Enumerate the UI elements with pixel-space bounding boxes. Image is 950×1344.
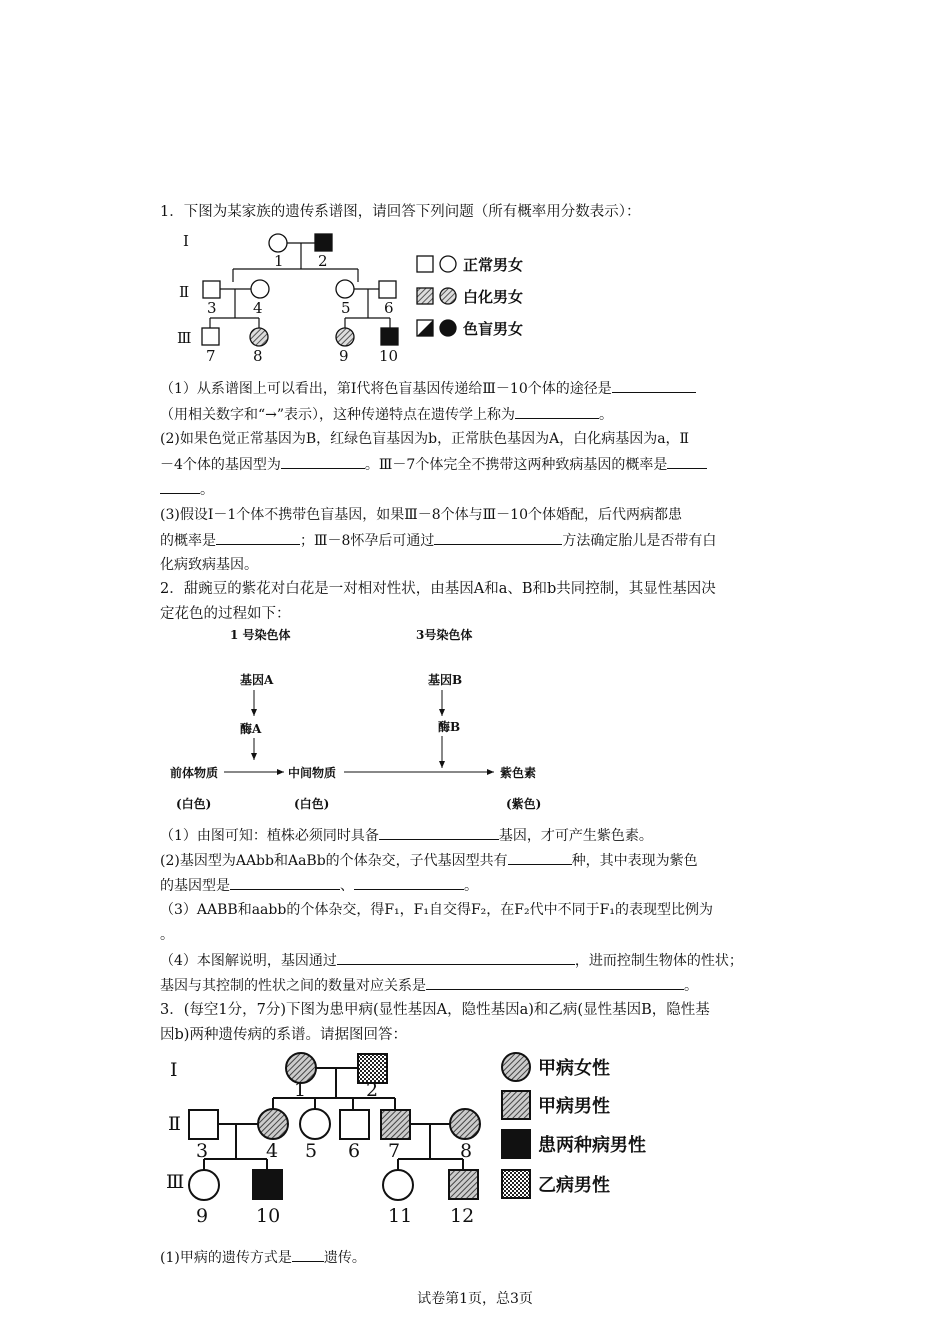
- q1-person-4-female-normal: [251, 280, 269, 298]
- q1-person-6-male-normal: [379, 281, 396, 298]
- q2-p2c-end: 。: [464, 878, 478, 894]
- q2-part4-line2: [160, 975, 698, 996]
- q1-label-4: 4: [253, 299, 263, 317]
- q2-p2b: 种，其中表现为紫色: [571, 853, 698, 869]
- q1-part1-line1: [160, 378, 696, 399]
- q3-label-6: 6: [348, 1140, 361, 1162]
- q1-label-1: 1: [274, 252, 284, 270]
- q1-label-2: 2: [318, 252, 328, 270]
- q1-part1-line2: [160, 404, 613, 425]
- q1-label-8: 8: [253, 347, 263, 365]
- q3-p1a: (1)甲病的遗传方式是: [160, 1250, 292, 1266]
- q1-blank-both-prob[interactable]: [216, 530, 300, 545]
- q1-label-3: 3: [207, 299, 217, 317]
- q2-blank-mechanism[interactable]: [337, 950, 575, 965]
- q1-p1a: （1）从系谱图上可以看出，第Ⅰ代将色盲基因传递给Ⅲ－10个体的途径是: [160, 381, 612, 397]
- q1-person-8-female-albino: [250, 328, 268, 346]
- q1-p1b-end: 。: [599, 407, 614, 423]
- q3-legend-a-male: 甲病男性: [538, 1096, 610, 1117]
- q3-person-11-female-normal: [383, 1170, 413, 1200]
- q1-part3-line1: (3)假设Ⅰ－1个体不携带色盲基因，如果Ⅲ－8个体与Ⅲ－10个体婚配，后代两病都患: [160, 507, 682, 523]
- q3-person-8-female-disease-a: [450, 1109, 480, 1139]
- q2-p1b: 基因，才可产生紫色素。: [498, 828, 653, 844]
- q1-p1b: （用相关数字和“→”表示），这种传递特点在遗传学上称为: [160, 407, 516, 423]
- q2-blank-purple-genotype-2[interactable]: [354, 875, 464, 890]
- q1-legend-albino-female-symbol: [440, 288, 456, 304]
- q1-part3-line3: 化病致病基因。: [160, 557, 258, 573]
- q3-p1b: 遗传。: [323, 1250, 366, 1266]
- q3-gen3-label: Ⅲ: [166, 1171, 185, 1193]
- q3-person-12-male-disease-a: [449, 1170, 478, 1199]
- q3-blank-inheritance-mode[interactable]: [292, 1247, 324, 1262]
- q2-pathway-figure: [160, 622, 560, 818]
- q2-chr3-label: 3号染色体: [416, 628, 473, 642]
- q3-legend-a-female-symbol: [502, 1053, 530, 1081]
- q2-blank-relationship[interactable]: [426, 975, 684, 990]
- q2-purple-label: (紫色): [506, 797, 542, 811]
- q3-legend-b-male: 乙病男性: [538, 1175, 610, 1196]
- q2-p4b: ，进而控制生物体的性状；: [574, 953, 743, 969]
- q3-legend-both-male: 患两种病男性: [538, 1135, 646, 1156]
- q2-p2c: 的基因型是: [160, 878, 230, 894]
- q2-title-line1: 2．甜豌豆的紫花对白花是一对相对性状，由基因A和a、B和b共同控制，其显性基因决: [160, 581, 716, 597]
- q2-blank-genotype-count[interactable]: [508, 850, 572, 865]
- q2-part4-line1: [160, 950, 743, 971]
- q2-blank-genes[interactable]: [379, 825, 499, 840]
- q3-legend-a-male-symbol: [502, 1091, 530, 1119]
- q1-label-6: 6: [384, 299, 394, 317]
- q1-gen1-label: Ⅰ: [183, 232, 189, 250]
- q3-person-3-male-normal: [189, 1110, 218, 1139]
- q3-label-3: 3: [196, 1140, 209, 1162]
- q3-label-5: 5: [305, 1140, 318, 1162]
- q3-title-line1: 3．(每空1分，7分)下图为患甲病(显性基因A，隐性基因a)和乙病(显性基因B，隐性基: [160, 1002, 710, 1018]
- q3-title-line2: 因b)两种遗传病的系谱。请据图回答：: [160, 1027, 407, 1043]
- q3-person-4-female-disease-a: [258, 1109, 288, 1139]
- q1-blank-prob-iii7-cont[interactable]: [160, 479, 200, 494]
- q3-pedigree-figure: [160, 1046, 670, 1226]
- q3-person-10-male-both-diseases: [253, 1170, 282, 1199]
- q2-p1a: （1）由图可知：植株必须同时具备: [160, 828, 379, 844]
- q1-legend-albino: 白化男女: [463, 288, 524, 306]
- q1-label-10: 10: [379, 347, 399, 365]
- q1-blank-path[interactable]: [612, 378, 696, 393]
- q1-label-5: 5: [341, 299, 351, 317]
- q1-blank-pattern[interactable]: [515, 404, 599, 419]
- q3-label-7: 7: [388, 1140, 401, 1162]
- q2-blank-purple-genotype-1[interactable]: [230, 875, 340, 890]
- q1-person-7-male-normal: [202, 328, 219, 345]
- q1-label-9: 9: [339, 347, 349, 365]
- q1-blank-method[interactable]: [434, 530, 562, 545]
- q2-white1-label: (白色): [176, 797, 212, 811]
- q1-p2b: －4个体的基因型为: [160, 457, 281, 473]
- q2-enzyme-b-label: 酶B: [438, 720, 461, 734]
- q3-label-12: 12: [450, 1205, 475, 1226]
- q1-p3b-end: 方法确定胎儿是否带有白: [562, 533, 717, 549]
- q3-person-6-male-normal: [340, 1110, 369, 1139]
- q2-part1: [160, 825, 653, 846]
- q3-part1: [160, 1247, 366, 1268]
- q3-label-1: 1: [294, 1079, 307, 1101]
- q1-part3-line2: [160, 530, 716, 551]
- q3-person-5-female-normal: [300, 1109, 330, 1139]
- q3-label-11: 11: [388, 1205, 413, 1226]
- q1-p3b: 的概率是: [160, 533, 216, 549]
- q1-gen2-label: Ⅱ: [179, 283, 190, 301]
- q1-person-9-female-albino: [336, 328, 354, 346]
- q3-label-10: 10: [256, 1205, 281, 1226]
- q2-purple-pigment-label: 紫色素: [500, 766, 537, 780]
- q2-precursor-label: 前体物质: [170, 766, 219, 780]
- q3-label-4: 4: [266, 1140, 279, 1162]
- q3-label-8: 8: [460, 1140, 473, 1162]
- q2-part2-line2: [160, 875, 478, 896]
- q2-part2-line1: [160, 850, 698, 871]
- q3-label-9: 9: [196, 1205, 209, 1226]
- q2-part3: （3）AABB和aabb的个体杂交，得F₁，F₁自交得F₂，在F₂代中不同于F₁的表现型比例为: [160, 902, 713, 918]
- q2-title-line2: 定花色的过程如下：: [160, 606, 291, 622]
- q1-part2-line3: [160, 479, 214, 500]
- q1-label-7: 7: [206, 347, 216, 365]
- q1-legend-normal-female-symbol: [440, 256, 456, 272]
- q1-legend-normal: 正常男女: [463, 256, 524, 274]
- q3-label-2: 2: [366, 1079, 379, 1101]
- page-footer: 试卷第1页，总3页: [417, 1291, 533, 1307]
- q1-blank-genotype-ii4[interactable]: [281, 454, 365, 469]
- q3-person-9-female-normal: [189, 1170, 219, 1200]
- q2-chr1-label: 1 号染色体: [230, 628, 291, 642]
- q1-legend-colorblind-female-symbol: [440, 320, 456, 336]
- q1-person-5-female-normal: [336, 280, 354, 298]
- q2-intermediate-label: 中间物质: [288, 766, 337, 780]
- q2-p2c-mid: 、: [340, 878, 354, 894]
- q1-part2-line1: (2)如果色觉正常基因为B，红绿色盲基因为b，正常肤色基因为A，白化病基因为a，Ⅱ: [160, 431, 690, 447]
- q2-p2a: (2)基因型为AAbb和AaBb的个体杂交，子代基因型共有: [160, 853, 508, 869]
- q2-gene-b-label: 基因B: [428, 673, 463, 687]
- q1-legend-colorblind: 色盲男女: [463, 320, 524, 338]
- q3-legend-a-female: 甲病女性: [538, 1058, 610, 1079]
- q3-legend-b-male-symbol: [502, 1170, 530, 1198]
- q2-gene-a-label: 基因A: [240, 673, 274, 687]
- q2-part3-end: 。: [160, 927, 174, 943]
- q1-pedigree-figure: [165, 226, 545, 368]
- q2-p4c: 基因与其控制的性状之间的数量对应关系是: [160, 978, 426, 994]
- q3-legend-both-male-symbol: [502, 1130, 530, 1158]
- q2-p4c-end: 。: [684, 978, 698, 994]
- q3-gen1-label: Ⅰ: [170, 1059, 178, 1081]
- q1-p2c-end: 。: [200, 482, 214, 498]
- q1-legend-albino-male-symbol: [417, 288, 433, 304]
- q1-gen3-label: Ⅲ: [177, 329, 192, 347]
- q3-person-7-male-disease-a: [381, 1110, 410, 1139]
- q1-person-3-male-normal: [203, 281, 220, 298]
- q2-white2-label: (白色): [294, 797, 330, 811]
- q3-gen2-label: Ⅱ: [168, 1113, 181, 1135]
- q1-p2b-mid: 。Ⅲ－7个体完全不携带这两种致病基因的概率是: [364, 457, 668, 473]
- q1-legend-normal-male-symbol: [417, 256, 433, 272]
- q2-enzyme-a-label: 酶A: [240, 722, 262, 736]
- q1-person-10-male-colorblind: [381, 328, 398, 345]
- q1-part2-line2: [160, 454, 707, 475]
- q1-p3b-mid: ；Ⅲ－8怀孕后可通过: [300, 533, 435, 549]
- q2-p4a: （4）本图解说明，基因通过: [160, 953, 337, 969]
- q1-person-1-female-normal: [269, 234, 287, 252]
- q1-blank-prob-iii7[interactable]: [667, 454, 707, 469]
- q1-title: 1．下图为某家族的遗传系谱图，请回答下列问题（所有概率用分数表示）：: [160, 204, 641, 220]
